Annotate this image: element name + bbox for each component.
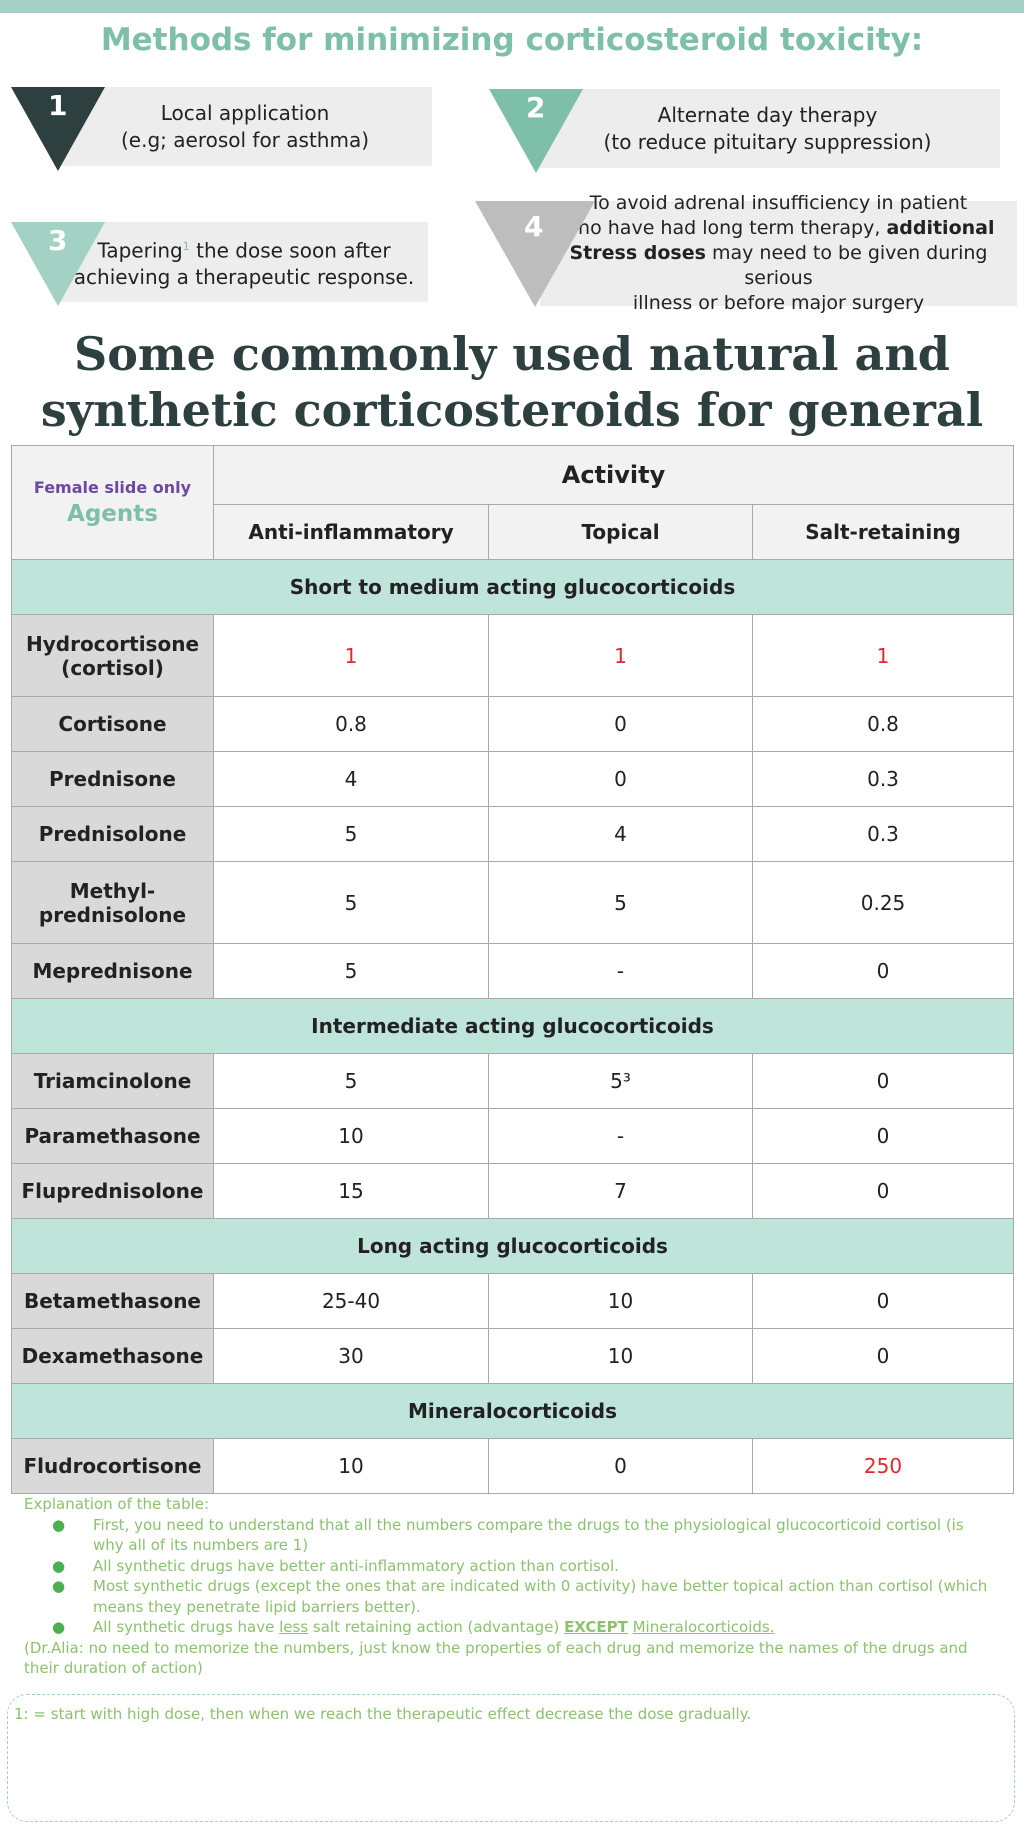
agent-name: Paramethasone	[12, 1109, 214, 1164]
anti-inflammatory-value: 15	[214, 1164, 489, 1219]
topical-value: 10	[489, 1329, 753, 1384]
topical-value: 1	[489, 615, 753, 697]
header-row-activity	[12, 446, 1014, 505]
explanation-item: ● Most synthetic drugs (except the ones that are indicated with 0 activity) have better topical action than cortisol (which means they penetrate lipid barriers better).	[52, 1577, 988, 1616]
agents-header-cell	[12, 446, 214, 560]
agent-name: Methyl- prednisolone	[12, 862, 214, 944]
table-row	[12, 944, 1014, 999]
table-row	[12, 807, 1014, 862]
column-header-salt-retaining: Salt-retaining	[753, 505, 1014, 560]
anti-inflammatory-value: 1	[214, 615, 489, 697]
agent-name: Prednisolone	[12, 807, 214, 862]
table-row	[12, 752, 1014, 807]
salt-retaining-value: 0.3	[753, 807, 1014, 862]
section-title: Intermediate acting glucocorticoids	[12, 999, 1014, 1054]
salt-retaining-value: 0.25	[753, 862, 1014, 944]
explanation-item: ● All synthetic drugs have better anti-inflammatory action than cortisol.	[52, 1556, 619, 1575]
method-2-number: 2	[526, 91, 546, 124]
table-row	[12, 1439, 1014, 1494]
salt-retaining-value: 0	[753, 1054, 1014, 1109]
method-3-box	[60, 222, 428, 302]
corticosteroids-table	[11, 445, 1014, 1494]
method-4-number: 4	[524, 210, 544, 243]
method-1-line2: (e.g; aerosol for asthma)	[121, 127, 369, 152]
method-1-box	[58, 87, 432, 166]
method-4-line4: illness or before major surgery	[632, 292, 925, 314]
method-3-number: 3	[48, 224, 68, 257]
topical-value: 10	[489, 1274, 753, 1329]
salt-retaining-value: 0	[753, 1274, 1014, 1329]
footnote-text: 1: = start with high dose, then when we reach the therapeutic effect decrease the dose gradually.	[14, 1705, 752, 1723]
salt-retaining-value: 0.8	[753, 697, 1014, 752]
method-3-line2: achieving a therapeutic response.	[73, 265, 415, 290]
bullet-icon: ●	[52, 1515, 66, 1534]
salt-retaining-value: 0	[753, 944, 1014, 999]
section-row	[12, 1219, 1014, 1274]
footnote-ref: 1	[182, 239, 190, 253]
salt-retaining-value: 0.3	[753, 752, 1014, 807]
section-title: Short to medium acting glucocorticoids	[12, 560, 1014, 615]
salt-retaining-value: 1	[753, 615, 1014, 697]
table-row	[12, 1054, 1014, 1109]
salt-retaining-value: 0	[753, 1109, 1014, 1164]
section-row	[12, 999, 1014, 1054]
topical-value: 0	[489, 752, 753, 807]
salt-retaining-value: 0	[753, 1164, 1014, 1219]
agent-name: Betamethasone	[12, 1274, 214, 1329]
female-slide-note: Female slide only	[33, 478, 192, 497]
method-4-line3: Stress doses may need to be given during serious	[569, 242, 988, 289]
anti-inflammatory-value: 25-40	[214, 1274, 489, 1329]
method-3-line1: Tapering$^1$ the dose soon after	[97, 238, 391, 263]
topical-value: 7	[489, 1164, 753, 1219]
anti-inflammatory-value: 5	[214, 1054, 489, 1109]
section-row	[12, 1384, 1014, 1439]
table-row	[12, 1109, 1014, 1164]
method-2-line1: Alternate day therapy	[657, 102, 878, 127]
doctor-note: (Dr.Alia: no need to memorize the numbers, just know the properties of each drug and memorize the names of the drugs and their duration of action)	[24, 1638, 968, 1677]
activity-header: Activity	[214, 446, 1014, 505]
anti-inflammatory-value: 0.8	[214, 697, 489, 752]
table-row	[12, 697, 1014, 752]
bullet-icon: ●	[52, 1556, 66, 1575]
methods-title: Methods for minimizing corticosteroid toxicity:	[100, 22, 924, 58]
table-row	[12, 1274, 1014, 1329]
agent-name: Dexamethasone	[12, 1329, 214, 1384]
column-header-topical: Topical	[489, 505, 753, 560]
method-2-box	[535, 89, 1000, 168]
anti-inflammatory-value: 4	[214, 752, 489, 807]
anti-inflammatory-value: 30	[214, 1329, 489, 1384]
agent-name: Triamcinolone	[12, 1054, 214, 1109]
anti-inflammatory-value: 5	[214, 807, 489, 862]
table-row	[12, 1329, 1014, 1384]
topical-value: 5	[489, 862, 753, 944]
anti-inflammatory-value: 5	[214, 862, 489, 944]
method-1-line1: Local application	[160, 100, 330, 125]
method-1-number: 1	[48, 89, 68, 122]
bullet-icon: ●	[52, 1577, 66, 1595]
agent-name: Hydrocortisone (cortisol)	[12, 615, 214, 697]
agent-name: Fluprednisolone	[12, 1164, 214, 1219]
section-title: Mineralocorticoids	[12, 1384, 1014, 1439]
explanation-item: ● All synthetic drugs have less salt retaining action (advantage) EXCEPT Mineralocorticoids.	[52, 1618, 775, 1636]
explanation-heading: Explanation of the table:	[24, 1495, 210, 1513]
method-4-box	[540, 192, 1017, 314]
method-4-line2: who have had long term therapy, additional	[562, 217, 995, 239]
salt-retaining-value: 250	[753, 1439, 1014, 1494]
topical-value: 4	[489, 807, 753, 862]
explanation-list	[24, 1515, 999, 1638]
section-title: Long acting glucocorticoids	[12, 1219, 1014, 1274]
anti-inflammatory-value: 10	[214, 1109, 489, 1164]
agent-name: Fludrocortisone	[12, 1439, 214, 1494]
topical-value: 0	[489, 1439, 753, 1494]
section-row	[12, 560, 1014, 615]
topical-value: -	[489, 944, 753, 999]
column-header-anti-inflammatory: Anti-inflammatory	[214, 505, 489, 560]
agent-name: Meprednisone	[12, 944, 214, 999]
agents-header: Agents	[67, 501, 158, 527]
table-title-line2: synthetic corticosteroids for general	[40, 383, 984, 437]
table-title-line1: Some commonly used natural and	[74, 327, 950, 381]
table-row	[12, 862, 1014, 944]
topical-value: 5³	[489, 1054, 753, 1109]
topical-value: 0	[489, 697, 753, 752]
table-row	[12, 1164, 1014, 1219]
anti-inflammatory-value: 5	[214, 944, 489, 999]
table-body	[12, 446, 1014, 1494]
anti-inflammatory-value: 10	[214, 1439, 489, 1494]
table-explanation	[24, 1494, 999, 1679]
bullet-icon: ●	[52, 1618, 66, 1636]
topical-value: -	[489, 1109, 753, 1164]
top-accent-bar	[0, 0, 1024, 13]
agent-name: Cortisone	[12, 697, 214, 752]
salt-retaining-value: 0	[753, 1329, 1014, 1384]
method-4-line1: To avoid adrenal insufficiency in patient	[589, 192, 968, 214]
method-2-line2: (to reduce pituitary suppression)	[603, 129, 932, 154]
agent-name: Prednisone	[12, 752, 214, 807]
explanation-item: ● First, you need to understand that all the numbers compare the drugs to the physiological glucocorticoid cortisol (is why all of its numbers are 1)	[52, 1515, 964, 1554]
table-row	[12, 615, 1014, 697]
